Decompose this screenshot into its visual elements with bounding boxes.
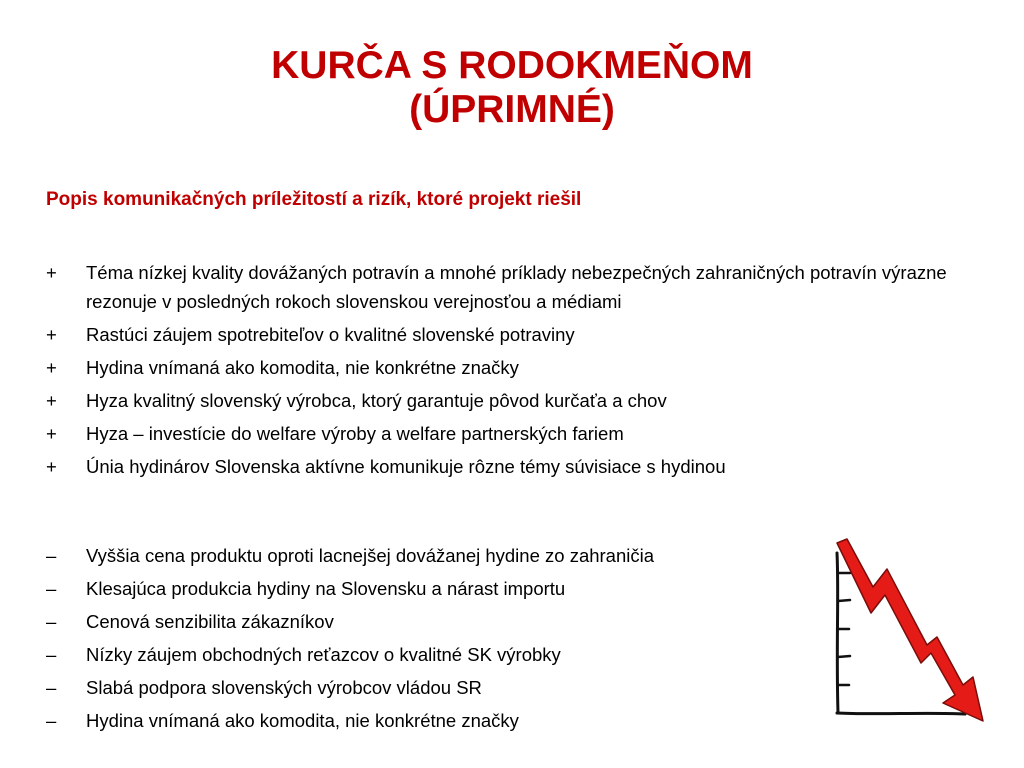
falling-arrow-icon [837,539,983,721]
dash-marker: – [46,644,57,665]
chart-y-axis [837,553,838,713]
plus-marker: + [46,390,57,411]
list-item [46,452,966,481]
slide-title-line-2: (ÚPRIMNÉ) [409,88,615,131]
chart-y-ticks [838,573,850,685]
list-item-text: Hyza – investície do welfare výroby a welfare partnerských fariem [86,423,624,444]
plus-marker: + [46,357,57,378]
declining-arrow-chart-icon [815,535,995,735]
plus-marker: + [46,423,57,444]
slide-title-line-1: KURČA S RODOKMEŇOM [271,44,753,87]
slide-title [0,44,1024,132]
plus-marker: + [46,262,57,283]
list-item-text: Hyza kvalitný slovenský výrobca, ktorý garantuje pôvod kurčaťa a chov [86,390,667,411]
dash-marker: – [46,578,57,599]
dash-marker: – [46,677,57,698]
list-item-text: Hydina vnímaná ako komodita, nie konkrétne značky [86,710,519,731]
dash-marker: – [46,710,57,731]
plus-marker: + [46,456,57,477]
opportunities-list [46,258,966,485]
list-item [46,419,966,448]
list-item-text: Nízky záujem obchodných reťazcov o kvalitné SK výrobky [86,644,561,665]
plus-marker: + [46,324,57,345]
list-item-text: Klesajúca produkcia hydiny na Slovensku a nárast importu [86,578,566,599]
list-item-text: Hydina vnímaná ako komodita, nie konkrétne značky [86,357,519,378]
list-item-text: Únia hydinárov Slovenska aktívne komunikuje rôzne témy súvisiace s hydinou [86,456,726,477]
list-item-text: Téma nízkej kvality dovážaných potravín a mnohé príklady nebezpečných zahraničných potravín výrazne rezonuje v posledných rokoch slovenskou verejnosťou a médiami [86,262,947,312]
chart-x-axis [837,713,965,714]
dash-marker: – [46,611,57,632]
list-item [46,320,966,349]
list-item [46,386,966,415]
list-item-text: Rastúci záujem spotrebiteľov o kvalitné slovenské potraviny [86,324,575,345]
list-item-text: Vyššia cena produktu oproti lacnejšej dovážanej hydine zo zahraničia [86,545,655,566]
list-item-text: Slabá podpora slovenských výrobcov vládou SR [86,677,482,698]
list-item [46,353,966,382]
dash-marker: – [46,545,57,566]
list-item [46,258,966,316]
list-item-text: Cenová senzibilita zákazníkov [86,611,334,632]
slide-subtitle: Popis komunikačných príležitostí a rizík, ktoré projekt riešil [46,189,582,210]
